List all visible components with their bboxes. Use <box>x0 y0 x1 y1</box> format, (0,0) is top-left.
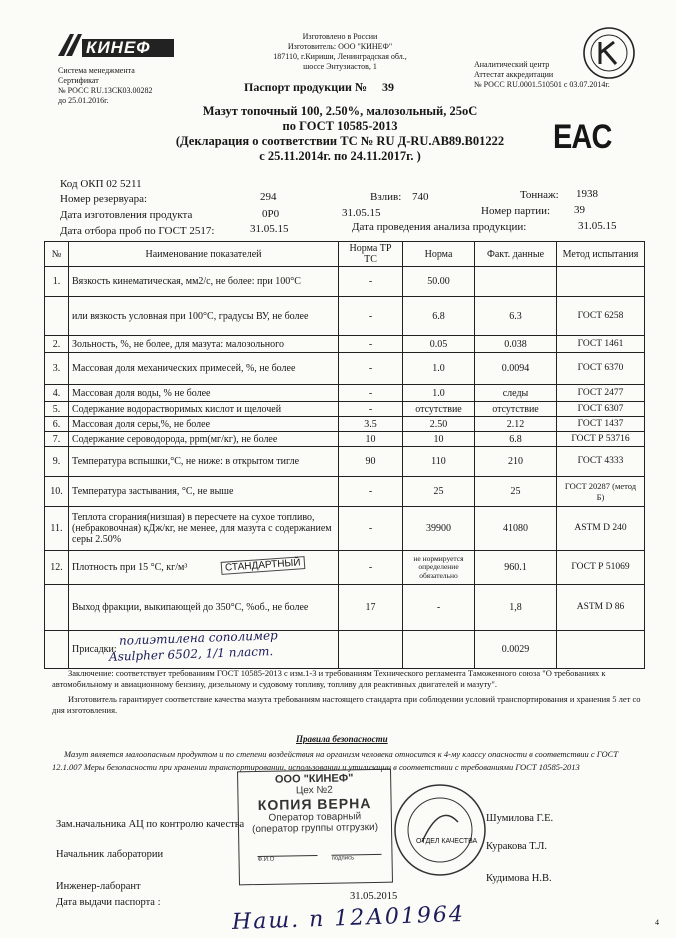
row-norm: 10 <box>403 432 475 447</box>
conclusion-text: Заключение: соответствует требованиям ГОСТ 10585-2013 с изм.1-3 и требованиям Технического регламента Таможенного союза "О требованиях к автомобильному и авиационному бензину, дизельному и судовому топливу, топливу для реактивных двигателей и мазуту". <box>52 668 606 689</box>
row-name: Температура вспышки,°С, не ниже: в открытом тигле <box>69 447 339 477</box>
table-row <box>45 432 645 447</box>
row-name: Содержание водорастворимых кислот и щелочей <box>69 402 339 417</box>
column-header: Наименование показателей <box>69 242 339 267</box>
row-tr-norm: - <box>339 353 403 385</box>
signature-name: Шумилова Г.Е. <box>486 813 554 824</box>
issue-date-label: Дата выдачи паспорта : <box>56 897 161 908</box>
lab-line: Аналитический центр <box>474 60 550 69</box>
row-name-text: Плотность при 15 °С, кг/м³ <box>72 562 188 573</box>
row-number: 10. <box>45 477 69 507</box>
row-number: 12. <box>45 551 69 585</box>
row-method: ГОСТ 1461 <box>557 336 645 353</box>
row-norm: 50.00 <box>403 267 475 297</box>
row-number <box>45 631 69 669</box>
qms-line: до 25.01.2016г. <box>58 96 109 105</box>
row-fact: 0.038 <box>475 336 557 353</box>
row-name-text: Присадки: <box>72 644 117 655</box>
column-header: № <box>45 242 69 267</box>
row-norm: - <box>403 585 475 631</box>
table-row <box>45 447 645 477</box>
table-row <box>45 297 645 336</box>
mfg-code: 0Р0 <box>262 208 280 220</box>
manufacturer-line: шоссе Энтузиастов, 1 <box>303 62 377 71</box>
row-number: 5. <box>45 402 69 417</box>
row-tr-norm: - <box>339 336 403 353</box>
row-method: ASTM D 240 <box>557 507 645 551</box>
row-method: ГОСТ 6307 <box>557 402 645 417</box>
column-header: Метод испытания <box>557 242 645 267</box>
row-fact: 1,8 <box>475 585 557 631</box>
row-method <box>557 267 645 297</box>
table-header-row <box>45 242 645 267</box>
table-row <box>45 267 645 297</box>
spec-table <box>44 241 645 669</box>
row-tr-norm: 3.5 <box>339 417 403 432</box>
row-norm <box>403 631 475 669</box>
signature-role: Зам.начальника АЦ по контролю качества <box>56 819 245 830</box>
company-logo <box>56 30 176 60</box>
signature-role: Начальник лаборатории <box>56 849 164 860</box>
row-method: ГОСТ Р 53716 <box>557 432 645 447</box>
row-fact: 2.12 <box>475 417 557 432</box>
row-tr-norm: - <box>339 297 403 336</box>
row-tr-norm: - <box>339 477 403 507</box>
mfg-date-value: 31.05.15 <box>342 207 381 219</box>
row-name: или вязкость условная при 100°С, градусы ВУ, не более <box>69 297 339 336</box>
safety-text: Мазут является малоопасным продуктом и по степени воздействия на организм человека относится к 4-му классу опасности в соответствии с ГОСТ 12.1.007 Меры безопасности при хранении транспортировании, использовании и утилизации в соответствии с требованиями ГОСТ 10585-2013 <box>52 749 619 772</box>
row-number <box>45 585 69 631</box>
stamp-cex: Цех №2 <box>295 784 333 797</box>
row-method: ГОСТ Р 51069 <box>557 551 645 585</box>
okp-code: Код ОКП 02 5211 <box>60 178 142 190</box>
row-norm: 6.8 <box>403 297 475 336</box>
row-name <box>69 628 339 669</box>
page-number: 4 <box>655 918 659 927</box>
row-fact: 960.1 <box>475 551 557 585</box>
table-row <box>45 402 645 417</box>
row-fact: 25 <box>475 477 557 507</box>
row-norm: 0.05 <box>403 336 475 353</box>
qms-line: Сертификат <box>58 76 99 85</box>
signature-role: Инженер-лаборант <box>56 881 141 892</box>
qms-line: Система менеджмента <box>58 66 135 75</box>
lab-line: № РОСС RU.0001.510501 с 03.07.2014г. <box>474 80 610 89</box>
product-standard: по ГОСТ 10585-2013 <box>282 119 398 133</box>
row-norm: 25 <box>403 477 475 507</box>
row-tr-norm <box>339 631 403 669</box>
row-name: Теплота сгорания(низшая) в пересчете на сухое топливо, (небраковочная) кДж/кг, не менее, для мазута с содержанием серы 2.50% <box>69 507 339 551</box>
stamp-operator-group: (оператор группы отгрузки) <box>251 821 379 836</box>
passport-label: Паспорт продукции № <box>244 80 368 94</box>
table-row <box>45 585 645 631</box>
row-tr-norm: - <box>339 402 403 417</box>
manufacturer-line: Изготовлено в России <box>302 32 378 41</box>
row-norm: 2.50 <box>403 417 475 432</box>
handwritten-note: Наш. п 12А01964 <box>231 901 466 936</box>
row-number: 7. <box>45 432 69 447</box>
row-number <box>45 297 69 336</box>
issue-date-value: 31.05.2015 <box>350 891 398 902</box>
table-row <box>45 477 645 507</box>
row-number: 6. <box>45 417 69 432</box>
table-row <box>45 631 645 669</box>
round-seal-text: ОТДЕЛ КАЧЕСТВА <box>416 838 478 845</box>
row-tr-norm: - <box>339 385 403 402</box>
row-fact: 210 <box>475 447 557 477</box>
batch-label: Номер партии: <box>481 205 551 217</box>
sampling-value: 31.05.15 <box>250 223 289 235</box>
row-name: Выход фракции, выкипающей до 350°С, %об., не более <box>69 585 339 631</box>
row-tr-norm: 10 <box>339 432 403 447</box>
row-fact: 6.3 <box>475 297 557 336</box>
passport-number: 39 <box>382 80 395 94</box>
analysis-label: Дата проведения анализа продукции: <box>352 221 527 233</box>
reservoir-label: Номер резервуара: <box>60 193 148 205</box>
eac-mark: EAC <box>553 118 612 156</box>
row-method <box>557 631 645 669</box>
row-method: ГОСТ 2477 <box>557 385 645 402</box>
row-norm: 1.0 <box>403 385 475 402</box>
table-row <box>45 551 645 585</box>
tonnage-label: Тоннаж: <box>520 189 559 201</box>
standard-stamp: СТАНДАРТНЫЙ <box>221 556 305 575</box>
row-name: Температура застывания, °С, не выше <box>69 477 339 507</box>
table-row <box>45 385 645 402</box>
row-number: 3. <box>45 353 69 385</box>
row-method: ГОСТ 20287 (метод Б) <box>557 477 645 507</box>
analysis-value: 31.05.15 <box>578 220 617 232</box>
sampling-label: Дата отбора проб по ГОСТ 2517: <box>60 225 215 237</box>
row-norm: отсутствие <box>403 402 475 417</box>
conclusion <box>52 668 644 716</box>
row-tr-norm: 17 <box>339 585 403 631</box>
row-tr-norm: - <box>339 507 403 551</box>
passport-title <box>244 80 464 95</box>
batch-value: 39 <box>574 204 585 216</box>
guarantee-text: Изготовитель гарантирует соответствие качества мазута требованиям настоящего стандарта при соблюдении условий транспортирования и хранения 5 лет со дня изготовления. <box>52 694 641 715</box>
declaration: (Декларация о соответствии ТС № RU Д-RU.АВ89.В01222 <box>175 134 505 148</box>
reservoir-value: 294 <box>260 191 277 203</box>
row-fact: 0.0094 <box>475 353 557 385</box>
logo-text: КИНЕФ <box>86 38 151 57</box>
vzliv-value: 740 <box>412 191 429 203</box>
table-row <box>45 336 645 353</box>
row-name: Вязкость кинематическая, мм2/с, не более: при 100°С <box>69 267 339 297</box>
row-number: 2. <box>45 336 69 353</box>
table-row <box>45 417 645 432</box>
row-name: Массовая доля механических примесей, %, не более <box>69 353 339 385</box>
safety-title: Правила безопасности <box>296 734 388 744</box>
row-number: 1. <box>45 267 69 297</box>
manufacturer-line: Изготовитель: ООО "КИНЕФ" <box>287 42 393 51</box>
row-method: ГОСТ 6370 <box>557 353 645 385</box>
row-fact: отсутствие <box>475 402 557 417</box>
manufacturer-line: 187110, г.Кириши, Ленинградская обл., <box>273 52 407 61</box>
lab-line: Аттестат аккредитации <box>474 70 554 79</box>
stamp-org: ООО "КИНЕФ" <box>274 772 354 786</box>
row-name: Массовая доля воды, % не более <box>69 385 339 402</box>
signature-name: Кудимова Н.В. <box>486 873 552 884</box>
row-tr-norm: - <box>339 267 403 297</box>
row-method: ГОСТ 6258 <box>557 297 645 336</box>
row-name: Содержание сероводорода, ppm(мг/кг), не более <box>69 432 339 447</box>
table-row <box>45 507 645 551</box>
additive-handwritten: полиэтилена сополимер <box>118 628 278 648</box>
column-header: Норма <box>403 242 475 267</box>
product-title <box>140 104 540 164</box>
stamp-fio: Ф.И.О <box>257 855 317 863</box>
mfg-date-label: Дата изготовления продукта <box>60 209 193 221</box>
row-number: 4. <box>45 385 69 402</box>
row-norm: 1.0 <box>403 353 475 385</box>
column-header: Факт. данные <box>475 242 557 267</box>
row-number: 11. <box>45 507 69 551</box>
additive-handwritten: Asulpher 6502, 1/1 пласт. <box>108 644 274 664</box>
row-name <box>69 551 339 585</box>
row-method: ГОСТ 1437 <box>557 417 645 432</box>
row-number: 9. <box>45 447 69 477</box>
row-fact: 0.0029 <box>475 631 557 669</box>
vzliv-label: Взлив: <box>370 191 402 203</box>
copy-verified-stamp <box>237 769 393 886</box>
row-norm: не нормируется определение обязательно <box>403 551 475 585</box>
row-fact: 6.8 <box>475 432 557 447</box>
round-seal-icon <box>392 782 488 878</box>
qms-line: № РОСС RU.13СК03.00282 <box>58 86 153 95</box>
tonnage-value: 1938 <box>576 188 598 200</box>
manufacturer-info <box>230 32 450 72</box>
row-fact: 41080 <box>475 507 557 551</box>
accreditation-seal-icon <box>582 26 636 80</box>
row-name: Зольность, %, не более, для мазута: малозольного <box>69 336 339 353</box>
stamp-signature-line: подпись <box>331 854 381 862</box>
row-norm: 110 <box>403 447 475 477</box>
row-method: ASTM D 86 <box>557 585 645 631</box>
row-fact: следы <box>475 385 557 402</box>
row-name: Массовая доля серы,%, не более <box>69 417 339 432</box>
row-fact <box>475 267 557 297</box>
qms-certificate <box>58 66 198 106</box>
row-tr-norm: - <box>339 551 403 585</box>
row-method: ГОСТ 4333 <box>557 447 645 477</box>
declaration-dates: с 25.11.2014г. по 24.11.2017г. ) <box>259 149 421 163</box>
product-name: Мазут топочный 100, 2.50%, малозольный, 25оС <box>202 104 478 118</box>
stamp-copy: КОПИЯ ВЕРНА <box>257 795 372 813</box>
table-row <box>45 353 645 385</box>
row-tr-norm: 90 <box>339 447 403 477</box>
column-header: Норма ТР ТС <box>339 242 403 267</box>
row-norm: 39900 <box>403 507 475 551</box>
signature-name: Куракова Т.Л. <box>486 841 548 852</box>
stamp-operator: Оператор товарный <box>268 811 362 824</box>
